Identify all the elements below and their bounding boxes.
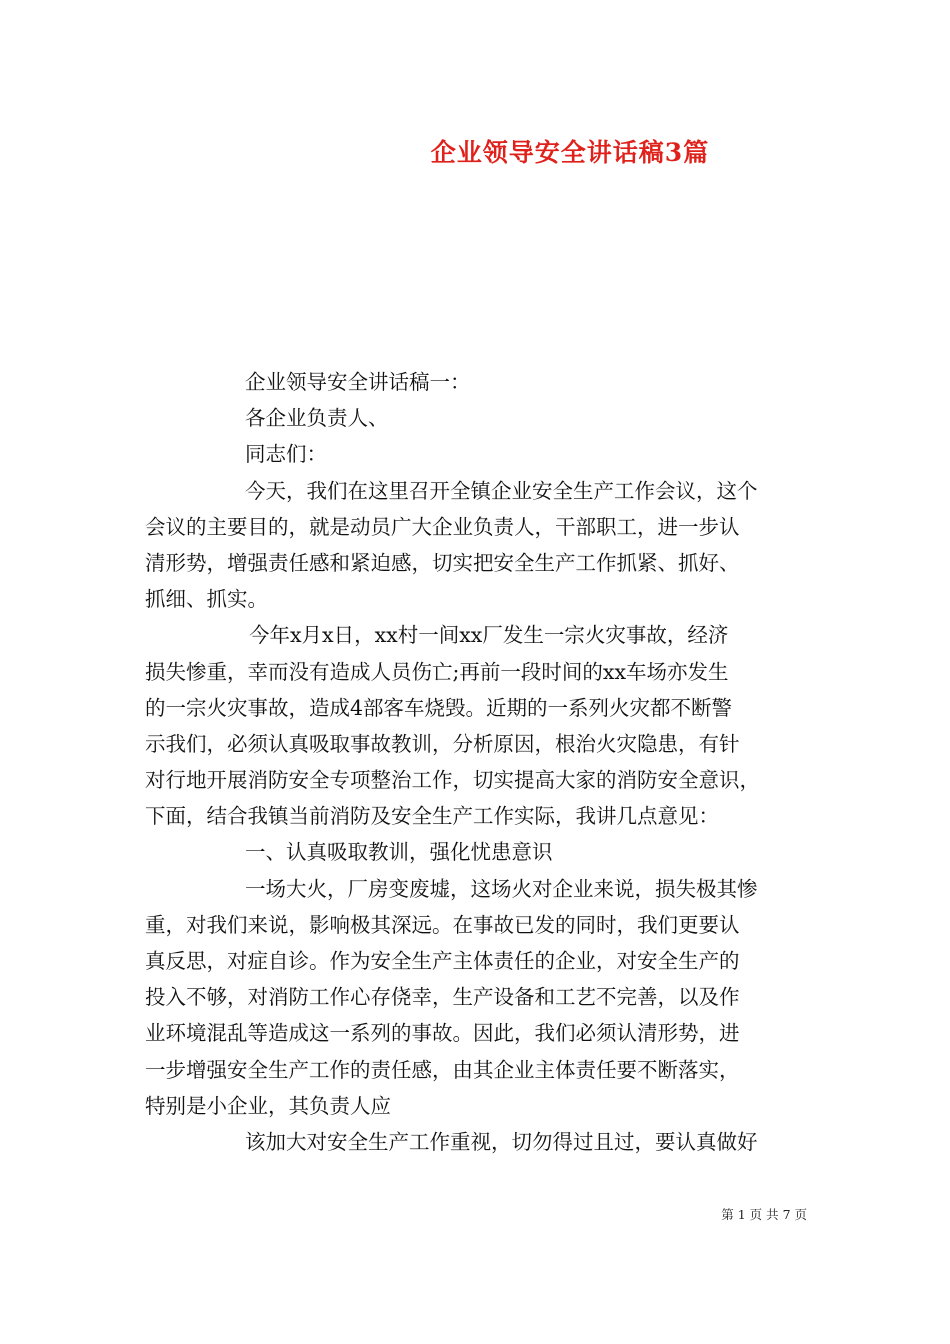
- text-line: 今天，我们在这里召开全镇企业安全生产工作会议，这个: [245, 478, 758, 503]
- document-body: [145, 364, 810, 1160]
- text-line: 下面，结合我镇当前消防及安全生产工作实际，我讲几点意见：: [145, 804, 719, 829]
- text-line: 企业领导安全讲话稿一：: [245, 370, 471, 394]
- text-line: 对行地开展消防安全专项整治工作，切实提高大家的消防安全意识，: [145, 768, 760, 793]
- text-line: 同志们：: [245, 442, 327, 467]
- section-heading: 一、认真吸取教训，强化忧患意识: [245, 840, 553, 865]
- text-line: 抓细、抓实。: [145, 587, 268, 612]
- text-line: 示我们，必须认真吸取事故教训，分析原因，根治火灾隐患，有针: [145, 731, 740, 756]
- text-line: 的一宗火灾事故，造成4部客车烧毁。近期的一系列火灾都不断警: [145, 695, 733, 720]
- text-line: 重，对我们来说，影响极其深远。在事故已发的同时，我们更要认: [145, 912, 740, 937]
- text-line: 今年x月x日，xx村一间xx厂发生一宗火灾事故，经济: [249, 623, 729, 648]
- page-number: 第 1 页 共 7 页: [721, 1207, 807, 1222]
- text-line: 一步增强安全生产工作的责任感，由其企业主体责任要不断落实，: [145, 1057, 740, 1082]
- text-line: 特别是小企业，其负责人应: [145, 1093, 391, 1118]
- text-line: 各企业负责人、: [245, 406, 389, 431]
- document-title: 企业领导安全讲话稿3篇: [430, 138, 710, 167]
- text-line: 会议的主要目的，就是动员广大企业负责人，干部职工，进一步认: [145, 514, 740, 539]
- text-line: 真反思，对症自诊。作为安全生产主体责任的企业，对安全生产的: [145, 949, 740, 973]
- text-line: 损失惨重，幸而没有造成人员伤亡;再前一段时间的xx车场亦发生: [145, 659, 729, 684]
- text-line: 业环境混乱等造成这一系列的事故。因此，我们必须认清形势，进: [145, 1021, 740, 1046]
- text-line: 投入不够，对消防工作心存侥幸，生产设备和工艺不完善，以及作: [145, 985, 740, 1010]
- text-line: 该加大对安全生产工作重视，切勿得过且过，要认真做好: [245, 1129, 758, 1154]
- text-line: 一场大火，厂房变废墟，这场火对企业来说，损失极其惨: [245, 876, 758, 901]
- text-line: 清形势，增强责任感和紧迫感，切实把安全生产工作抓紧、抓好、: [145, 550, 740, 575]
